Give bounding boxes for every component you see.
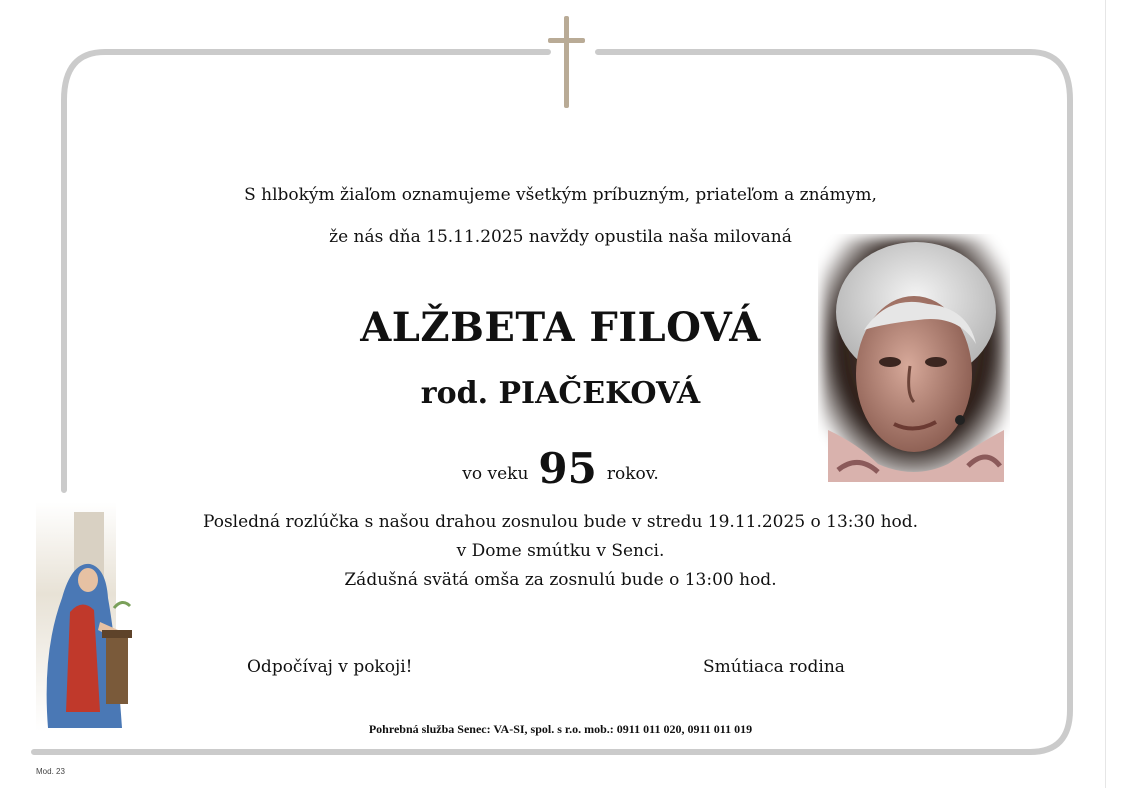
age-suffix: rokov. xyxy=(606,464,659,484)
madonna-illustration xyxy=(22,502,142,742)
intro-line-2-text: že nás dňa 15.11.2025 navždy opustila naša milovaná xyxy=(329,227,792,247)
intro-line-2 xyxy=(0,227,1121,247)
farewell-line-1: Posledná rozlúčka s našou drahou zosnulou bude v stredu 19.11.2025 o 13:30 hod. xyxy=(202,512,919,532)
age-line xyxy=(0,444,1121,493)
deceased-name: ALŽBETA FILOVÁ xyxy=(360,304,761,351)
age-value: 95 xyxy=(538,444,597,493)
farewell-line-3: Zádušná svätá omša za zosnulú bude o 13:00 hod. xyxy=(344,570,777,590)
intro-line-1: S hlbokým žiaľom oznamujeme všetkým príbuzným, priateľom a známym, xyxy=(244,185,877,205)
cross-icon xyxy=(548,16,585,108)
deceased-maiden-name: rod. PIAČEKOVÁ xyxy=(420,376,701,411)
closing-right: Smútiaca rodina xyxy=(703,657,845,677)
age-prefix: vo veku xyxy=(462,464,529,484)
funeral-service-footer: Pohrebná služba Senec: VA-SI, spol. s r.o. mob.: 0911 011 020, 0911 011 019 xyxy=(368,722,753,736)
template-code: Mod. 23 xyxy=(36,767,65,776)
farewell-line-2: v Dome smútku v Senci. xyxy=(456,541,665,561)
closing-left: Odpočívaj v pokoji! xyxy=(247,657,413,677)
